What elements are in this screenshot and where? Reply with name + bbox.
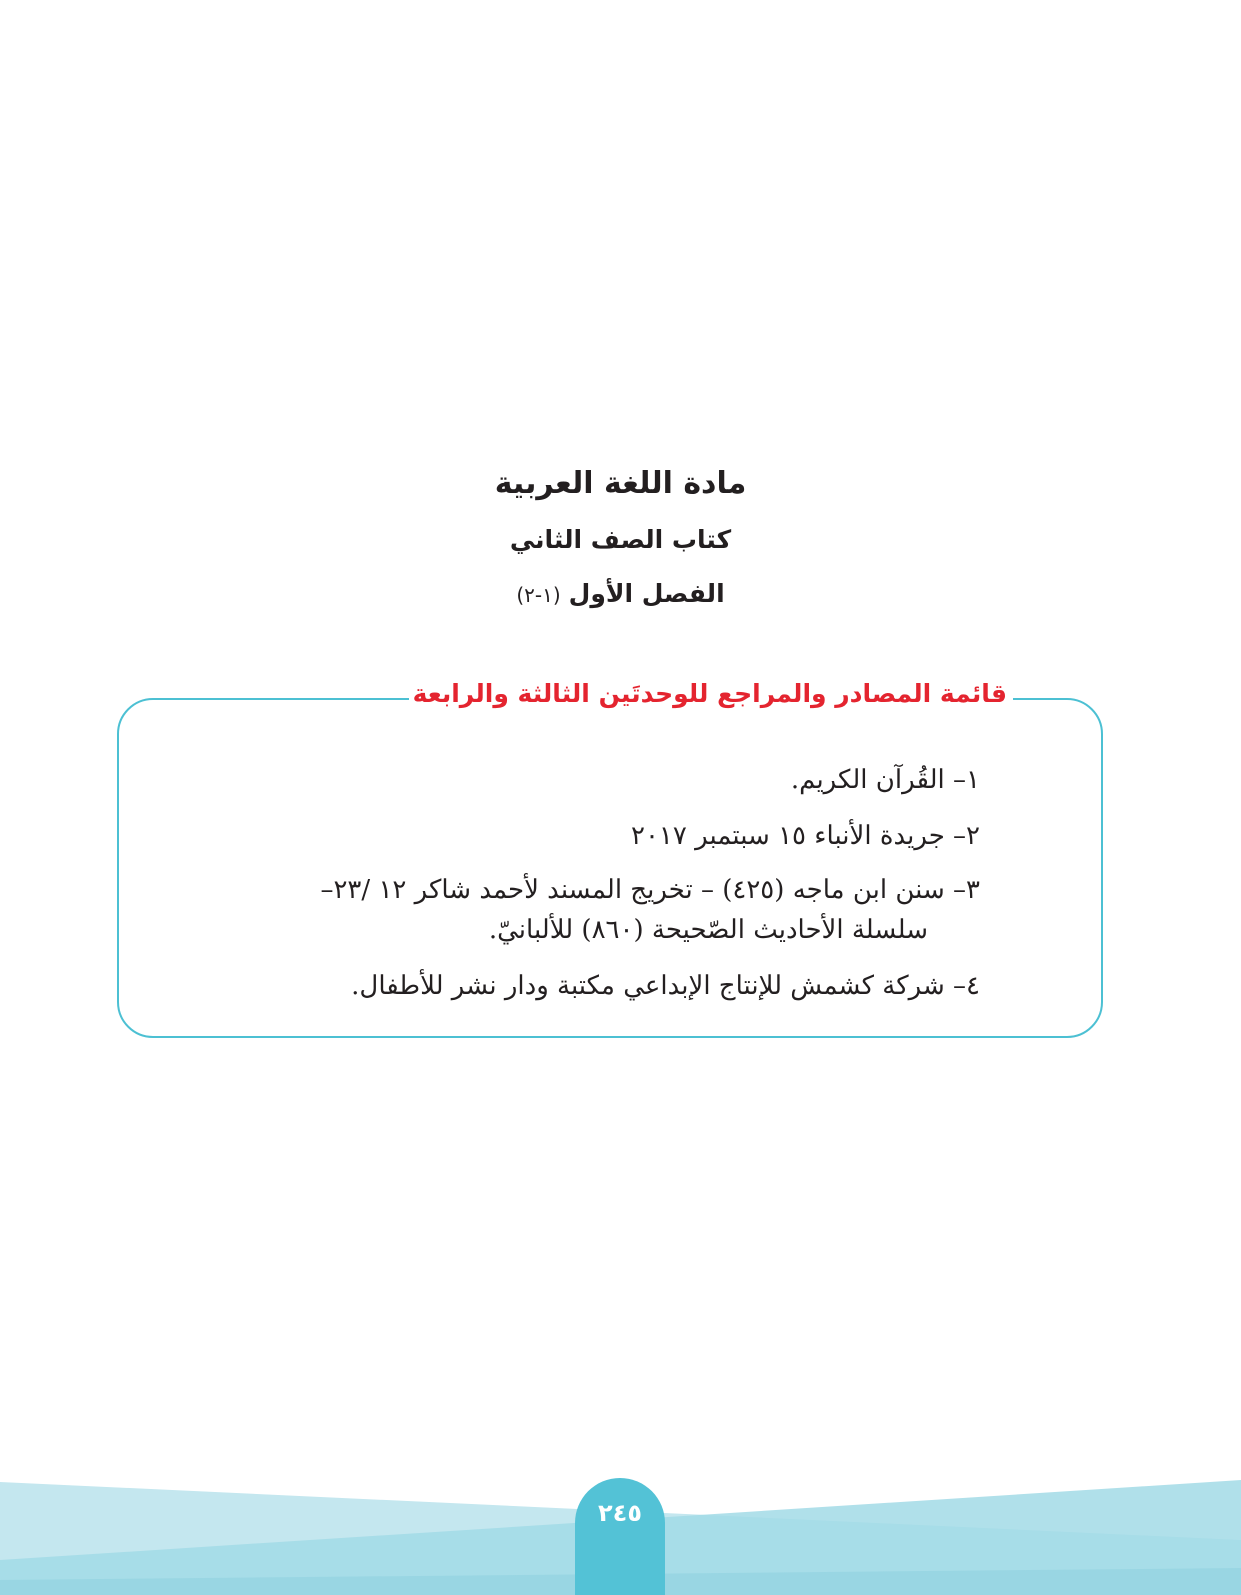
source-number: ٣	[966, 875, 980, 905]
source-text-continued: سلسلة الأحاديث الصّحيحة (٨٦٠) للألبانيّ.	[488, 915, 928, 945]
source-text: – جريدة الأنباء ١٥ سبتمبر ٢٠١٧	[631, 821, 967, 851]
title-block	[0, 455, 1241, 621]
source-item	[200, 864, 980, 958]
term-name: الفصل الأول	[568, 579, 725, 608]
page-number: ٢٤٥	[598, 1499, 642, 1527]
source-text: – القُرآن الكريم.	[790, 765, 967, 795]
sources-list	[200, 752, 980, 1014]
source-number: ٢	[966, 821, 980, 851]
source-item	[200, 752, 980, 808]
term-title	[0, 567, 1241, 621]
source-number: ٤	[966, 971, 980, 1001]
source-item	[200, 808, 980, 864]
source-item	[200, 958, 980, 1014]
source-number: ١	[966, 765, 980, 795]
source-text: – شركة كشمش للإنتاج الإبداعي مكتبة ودار نشر للأطفال.	[351, 971, 967, 1001]
subject-title: مادة اللغة العربية	[494, 466, 747, 501]
page-number-tab	[575, 1478, 665, 1595]
book-title: كتاب الصف الثاني	[509, 525, 732, 554]
sources-heading: قائمة المصادر والمراجع للوحدتَين الثالثة والرابعة	[409, 672, 1013, 716]
source-text: – سنن ابن ماجه (٤٢٥) – تخريج المسند لأحمد شاكر ١٢ /٢٣–	[320, 875, 967, 905]
term-range: (١-٢)	[516, 583, 561, 607]
